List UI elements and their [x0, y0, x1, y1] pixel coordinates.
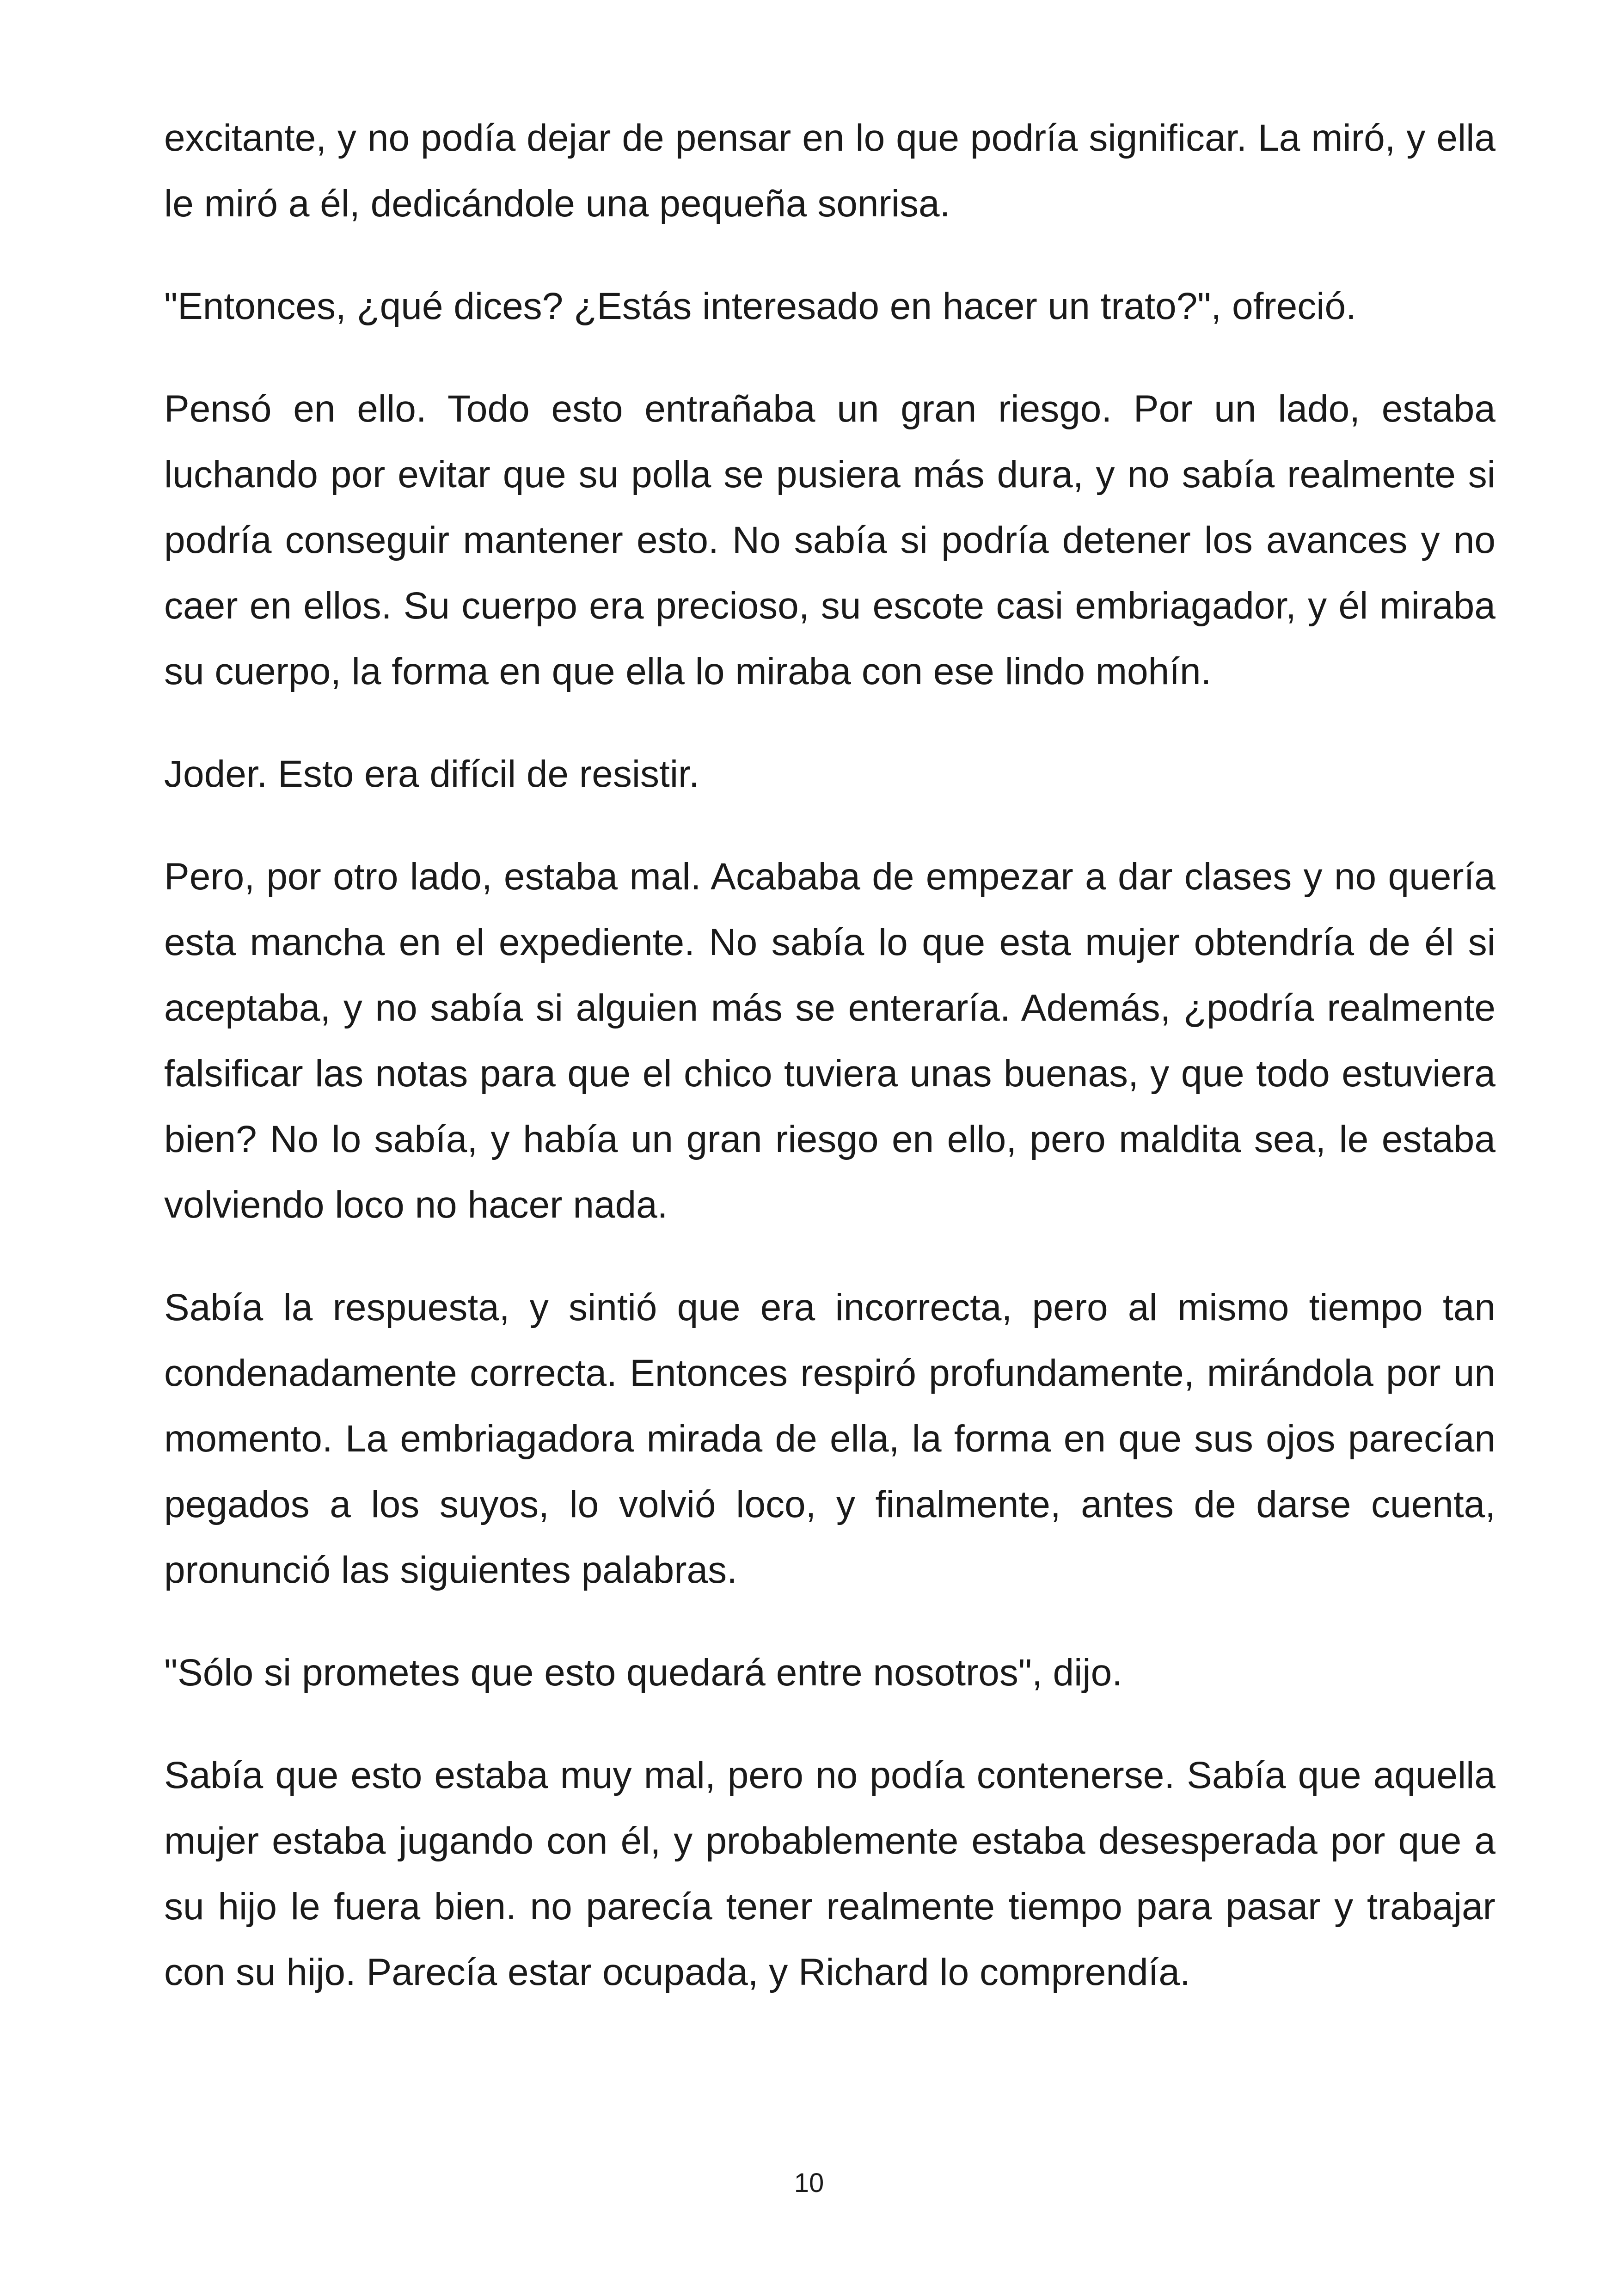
paragraph-1: excitante, y no podía dejar de pensar en lo que podría significar. La miró, y ella le miró a él, dedicándole una pequeña sonrisa. [164, 117, 1495, 225]
body-text [164, 105, 1495, 2042]
paragraph-8: Sabía que esto estaba muy mal, pero no podía contenerse. Sabía que aquella mujer estaba jugando con él, y probablemente estaba desesperada por que a su hijo le fuera bien. no parecía tener realmente tiempo para pasar y trabajar con su hijo. Parecía estar ocupada, y Richard lo comprendía. [164, 1754, 1495, 1993]
paragraph-6: Sabía la respuesta, y sintió que era incorrecta, pero al mismo tiempo tan condenadamente correcta. Entonces respiró profundamente, mirándola por un momento. La embriagadora mirada de ella, la forma en que sus ojos parecían pegados a los suyos, lo volvió loco, y finalmente, antes de darse cuenta, pronunció las siguientes palabras. [164, 1286, 1495, 1591]
paragraph-2: "Entonces, ¿qué dices? ¿Estás interesado en hacer un trato?", ofreció. [164, 285, 1356, 327]
paragraph-7: "Sólo si prometes que esto quedará entre nosotros", dijo. [164, 1652, 1122, 1694]
paragraph-5: Pero, por otro lado, estaba mal. Acababa de empezar a dar clases y no quería esta mancha en el expediente. No sabía lo que esta mujer obtendría de él si aceptaba, y no sabía si alguien más se enteraría. Además, ¿podría realmente falsificar las notas para que el chico tuviera unas buenas, y que todo estuviera bien? No lo sabía, y había un gran riesgo en ello, pero maldita sea, le estaba volviendo loco no hacer nada. [164, 856, 1495, 1226]
paragraph-4: Joder. Esto era difícil de resistir. [164, 753, 699, 795]
paragraph-3: Pensó en ello. Todo esto entrañaba un gran riesgo. Por un lado, estaba luchando por evitar que su polla se pusiera más dura, y no sabía realmente si podría conseguir mantener esto. No sabía si podría detener los avances y no caer en ellos. Su cuerpo era precioso, su escote casi embriagador, y él miraba su cuerpo, la forma en que ella lo miraba con ese lindo mohín. [164, 388, 1495, 692]
page-number: 10 [794, 2168, 824, 2198]
